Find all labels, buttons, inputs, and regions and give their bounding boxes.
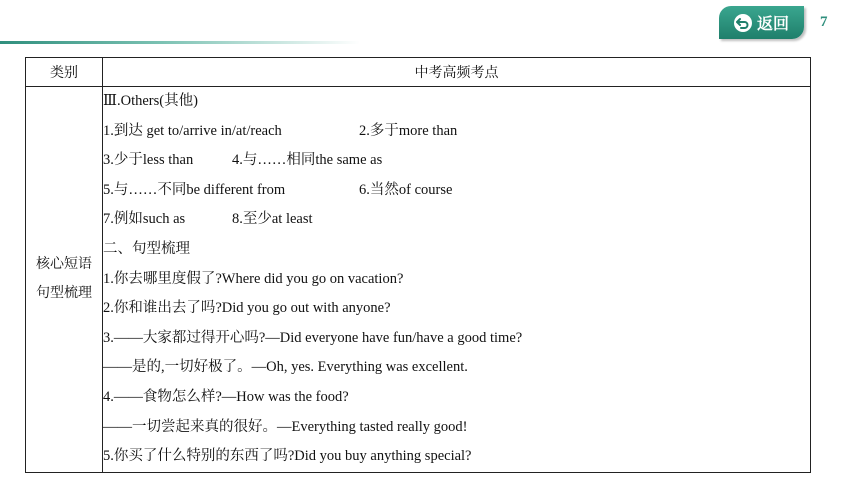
- line-text: 3.少于less than: [103, 152, 194, 169]
- line-text: ——一切尝起来真的很好。—Everything tasted really good!: [103, 418, 468, 435]
- list-item: [103, 146, 810, 176]
- list-item: [103, 87, 810, 117]
- list-item: [103, 265, 810, 295]
- line-text-2: 6.当然of course: [359, 181, 453, 198]
- list-item: [103, 205, 810, 235]
- list-item: [103, 294, 810, 324]
- line-text: 1.你去哪里度假了?Where did you go on vacation?: [103, 270, 404, 287]
- back-arrow-icon: [734, 14, 752, 32]
- list-item: [103, 235, 810, 265]
- category-label-2: 句型梳理: [36, 285, 92, 302]
- line-text: 1.到达 get to/arrive in/at/reach: [103, 122, 282, 139]
- line-text: 4.——食物怎么样?—How was the food?: [103, 388, 349, 405]
- line-text-2: 8.至少at least: [232, 211, 313, 228]
- back-button[interactable]: [719, 6, 804, 39]
- line-text-2: 2.多于more than: [359, 122, 458, 139]
- table-header-row: [26, 58, 811, 87]
- content-cell: [103, 87, 811, 473]
- list-item: [103, 117, 810, 147]
- list-item: [103, 383, 810, 413]
- header-divider: [0, 41, 360, 44]
- category-label-1: 核心短语: [36, 256, 92, 273]
- line-text: 二、句型梳理: [103, 240, 190, 257]
- line-text: Ⅲ.Others(其他): [103, 93, 198, 109]
- line-text-2: 4.与……相同the same as: [232, 152, 383, 169]
- header-points: 中考高频考点: [103, 58, 811, 87]
- list-item: [103, 442, 810, 472]
- line-text: ——是的,一切好极了。—Oh, yes. Everything was excellent.: [103, 359, 468, 376]
- list-item: [103, 413, 810, 443]
- line-text: 5.与……不同be different from: [103, 181, 286, 198]
- page-number: 7: [820, 14, 828, 30]
- line-text: 7.例如such as: [103, 211, 186, 228]
- list-item: [103, 353, 810, 383]
- line-text: 3.——大家都过得开心吗?—Did everyone have fun/have a good time?: [103, 329, 523, 346]
- phrase-table: [25, 57, 811, 473]
- list-item: [103, 176, 810, 206]
- line-text: 5.你买了什么特别的东西了吗?Did you buy anything special?: [103, 448, 472, 465]
- line-text: 2.你和谁出去了吗?Did you go out with anyone?: [103, 300, 391, 317]
- list-item: [103, 324, 810, 354]
- back-button-label: 返回: [756, 14, 789, 33]
- category-cell: [26, 87, 103, 473]
- header-category: 类别: [26, 58, 103, 87]
- table-row: [26, 87, 811, 473]
